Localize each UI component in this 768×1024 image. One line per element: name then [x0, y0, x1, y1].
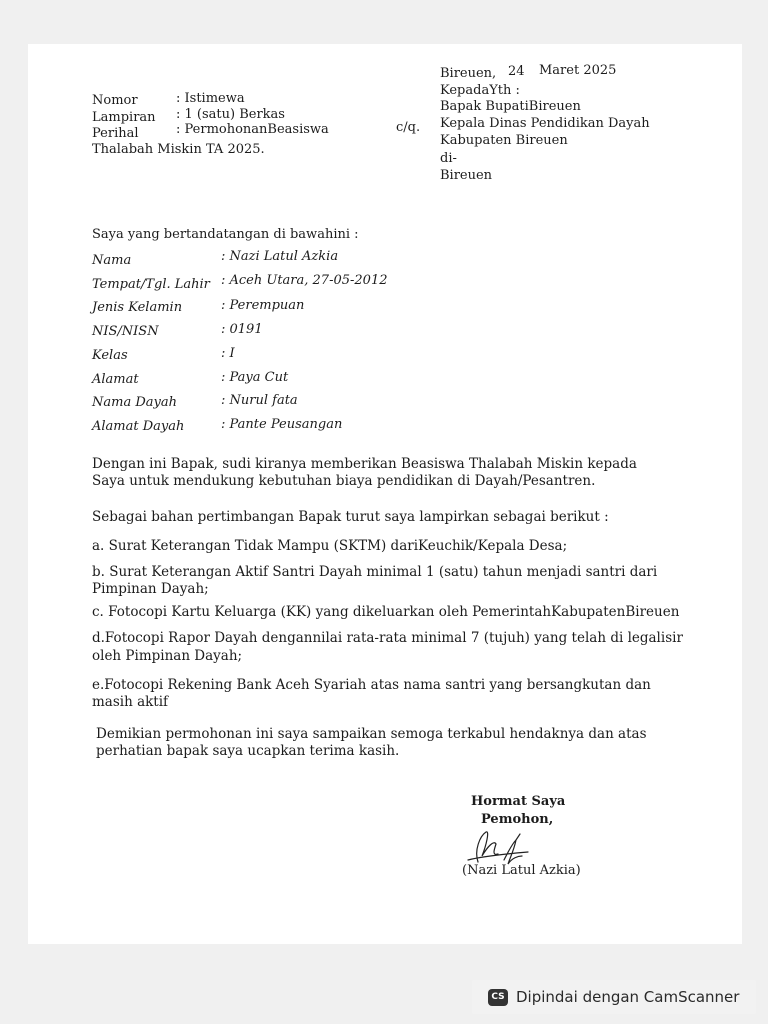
- letter-date-month-year: Maret 2025: [539, 63, 617, 78]
- field-label: Alamat Dayah: [92, 419, 185, 434]
- request-line: Saya untuk mendukung kebutuhan biaya pendidikan di Dayah/Pesantren.: [92, 473, 596, 489]
- intro-text: Saya yang bertandatangan di bawahini :: [92, 227, 359, 242]
- attachment-item: c. Fotocopi Kartu Keluarga (KK) yang dikeluarkan oleh PemerintahKabupatenBireuen: [92, 604, 680, 620]
- recipient-line: di-: [440, 151, 457, 166]
- field-label: Alamat: [92, 372, 139, 387]
- letter-date-day: 24: [508, 64, 525, 79]
- recipient-line: Kepala Dinas Pendidikan Dayah: [440, 116, 650, 131]
- field-value: : Nurul fata: [221, 393, 298, 408]
- field-label: NIS/NISN: [92, 324, 159, 339]
- attachment-item: d.Fotocopi Rapor Dayah dengannilai rata-rata minimal 7 (tujuh) yang telah di legalisir: [92, 630, 683, 646]
- perihal-continuation: Thalabah Miskin TA 2025.: [92, 142, 265, 157]
- signature-greeting: Hormat Saya: [471, 794, 566, 809]
- attachment-item: a. Surat Keterangan Tidak Mampu (SKTM) dariKeuchik/Kepala Desa;: [92, 538, 568, 554]
- field-label: Kelas: [92, 348, 128, 363]
- field-value: : Paya Cut: [221, 370, 289, 385]
- field-label: Nama: [92, 253, 132, 268]
- kepada-label: KepadaYth :: [440, 83, 520, 98]
- request-line: Dengan ini Bapak, sudi kiranya memberikan Beasiswa Thalabah Miskin kepada: [92, 456, 637, 472]
- nomor-label: Nomor: [92, 93, 138, 108]
- recipient-line: Kabupaten Bireuen: [440, 133, 568, 148]
- field-label: Nama Dayah: [92, 395, 177, 410]
- field-value: : Aceh Utara, 27-05-2012: [221, 273, 388, 288]
- camscanner-icon: CS: [488, 989, 508, 1006]
- field-value: : 0191: [221, 322, 263, 337]
- signature-name: (Nazi Latul Azkia): [462, 863, 581, 878]
- attachment-item-cont: Pimpinan Dayah;: [92, 581, 209, 597]
- field-label: Tempat/Tgl. Lahir: [92, 277, 210, 292]
- closing-line: Demikian permohonan ini saya sampaikan semoga terkabul hendaknya dan atas: [96, 726, 647, 742]
- letter-page: [28, 44, 742, 944]
- perihal-value: : PermohonanBeasiswa: [176, 122, 329, 137]
- attachment-intro: Sebagai bahan pertimbangan Bapak turut saya lampirkan sebagai berikut :: [92, 509, 609, 525]
- perihal-label: Perihal: [92, 126, 139, 141]
- field-value: : Pante Peusangan: [221, 417, 343, 432]
- nomor-value: : Istimewa: [176, 91, 245, 106]
- field-value: : Perempuan: [221, 298, 305, 313]
- attachment-item-cont: masih aktif: [92, 694, 169, 710]
- attachment-item: b. Surat Keterangan Aktif Santri Dayah minimal 1 (satu) tahun menjadi santri dari: [92, 564, 658, 580]
- letter-place: Bireuen,: [440, 66, 497, 81]
- recipient-line: Bireuen: [440, 168, 493, 183]
- field-value: : I: [221, 346, 235, 361]
- camscanner-badge: [472, 980, 756, 1014]
- field-value: : Nazi Latul Azkia: [221, 249, 339, 264]
- signature-role: Pemohon,: [481, 812, 554, 827]
- lampiran-value: : 1 (satu) Berkas: [176, 107, 285, 122]
- lampiran-label: Lampiran: [92, 110, 156, 125]
- attachment-item-cont: oleh Pimpinan Dayah;: [92, 648, 243, 664]
- recipient-line: Bapak BupatiBireuen: [440, 99, 581, 114]
- closing-line: perhatian bapak saya ucapkan terima kasih.: [96, 743, 400, 759]
- cq-label: c/q.: [396, 120, 421, 135]
- camscanner-label: Dipindai dengan CamScanner: [516, 988, 740, 1006]
- field-label: Jenis Kelamin: [92, 300, 183, 315]
- attachment-item: e.Fotocopi Rekening Bank Aceh Syariah atas nama santri yang bersangkutan dan: [92, 677, 651, 693]
